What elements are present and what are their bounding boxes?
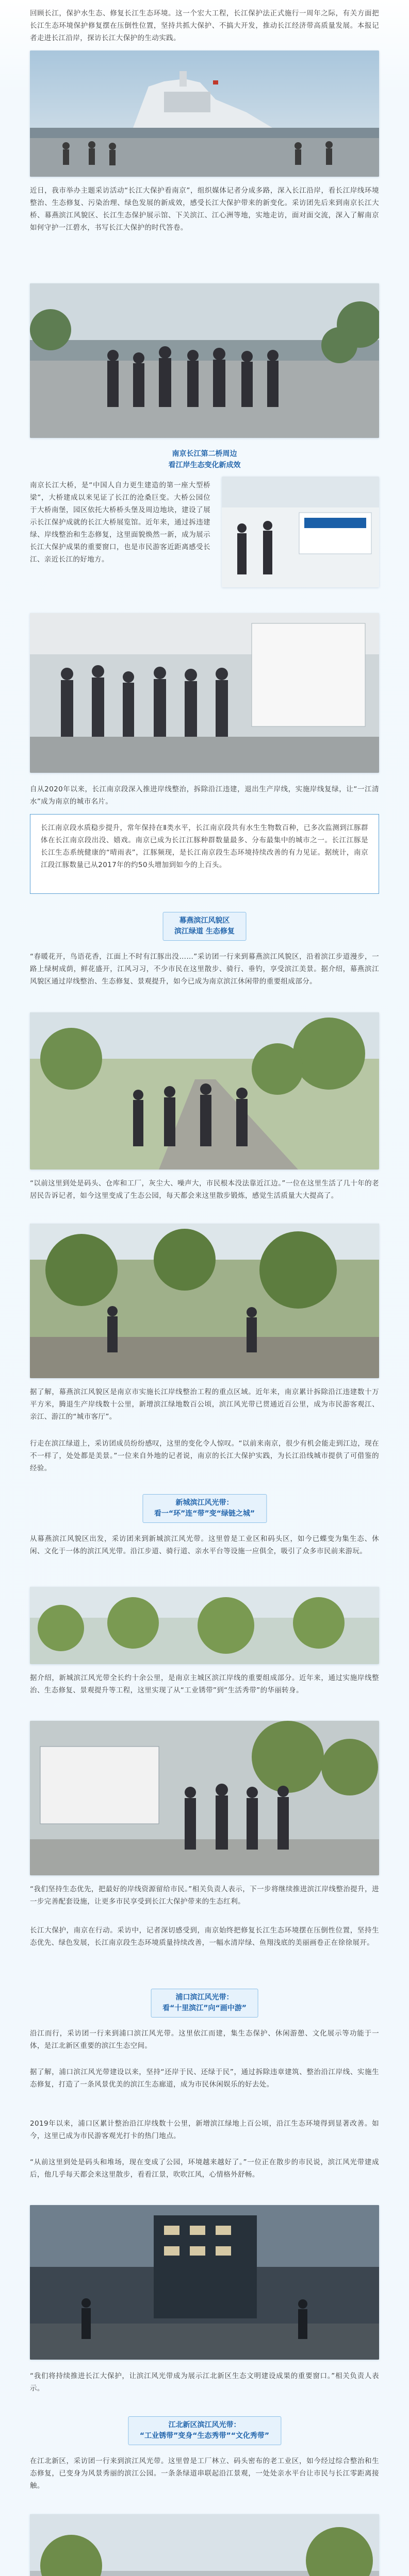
- promenade-image: [30, 2514, 379, 2576]
- section-3-title-line-2: 看一“环”连“带”变“绿链之城”: [154, 1510, 255, 1518]
- green-walkway-image: [30, 1012, 379, 1170]
- ship-river-image: [30, 50, 379, 177]
- section-3-paragraph-3: “我们坚持生态优先，把最好的岸线资源留给市民。”相关负责人表示，下一步将继续推进滨江岸线整治提升，进一步完善配套设施，让更多市民享受到长江大保护带来的生态红利。: [30, 1885, 379, 1906]
- section-5-title-line-1: 江北新区滨江风光带：: [168, 2421, 241, 2429]
- section-2-paragraph-3: 据了解，幕燕滨江风貌区是南京市实施长江岸线整治工程的重点区域。近年来，南京累计拆除沿江违建数十万平方米，腾退生产岸线数十公里，新增滨江绿地数百公顷，滨江风光带已贯通近百公里，成为市民游客观江、亲江、游江的“城市客厅”。: [30, 1388, 379, 1421]
- riverside-building-image: [30, 2205, 379, 2360]
- section-4-paragraph-5: “我们将持续推进长江大保护，让滨江风光带成为展示江北新区生态文明建设成果的重要窗口。”相关负责人表示。: [30, 2372, 379, 2393]
- section-5-heading: [128, 2416, 281, 2445]
- group-walking-image: [30, 283, 379, 438]
- photo-trees-along-river: [30, 1587, 379, 1664]
- intro-paragraph-1: 回顾长江，保护水生态、修复长江生态环境。这一个宏大工程，长江保护法正式施行一周年之际，有关方面把长江生态环境保护修复摆在压倒性位置，坚持共抓大保护、不搞大开发，推动长江经济带高质量发展。本报记者走进长江沿岸，探访长江大保护的生动实践。: [30, 9, 379, 42]
- photo-ship-on-river: [30, 50, 379, 177]
- photo-viewing-exhibits: [30, 613, 379, 773]
- section-2-heading: [162, 912, 247, 941]
- section-2-paragraph-4: 行走在滨江绿道上，采访团成员纷纷感叹，这里的变化令人惊叹。“以前来南京，很少有机会能走到江边，现在不一样了，处处都是美景。”一位来自外地的记者说，南京的长江大保护实践，为长江沿线城市提供了可借鉴的经验。: [30, 1439, 379, 1472]
- section-1-info-frame: [30, 814, 379, 894]
- section-1-info-text: 长江南京段水质稳步提升，常年保持在Ⅱ类水平，长江南京段共有水生生物数百种，已多次监测到江豚群体在长江南京段出没、嬉戏。南京已成为长江江豚种群数量最多、分布最集中的城市之一。长江江豚是长江生态系统健康的“晴雨表”，江豚频现，是长江南京段生态环境持续改善的有力见证。据统计，南京江段江豚数量已从2017年的约50头增加到如今的上百头。: [41, 824, 368, 869]
- intro-paragraph-2: 近日，我市举办主题采访活动“长江大保护看南京”，组织媒体记者分成多路，深入长江沿岸，看长江岸线环境整治、生态修复、污染治理、绿色发展的新成效，感受长江大保护带来的新变化。采访团先后来到南京长江大桥、幕燕滨江风貌区、长江生态保护展示馆、下关滨江、江心洲等地，实地走访，面对面交流，深入了解南京如何守护一江碧水，书写长江大保护的时代答卷。: [30, 187, 379, 232]
- section-3-heading: [142, 1494, 267, 1523]
- section-2-title-line-1: 幕燕滨江风貌区: [179, 917, 230, 925]
- section-3-paragraph-1: 从幕燕滨江风貌区出发，采访团来到新城滨江风光带。这里曾是工业区和码头区，如今已蝶变为集生态、休闲、文化于一体的滨江风光带。沿江步道、骑行道、亲水平台等设施一应俱全，吸引了众多市民前来游玩。: [30, 1535, 379, 1555]
- group-by-panels-image: [30, 1721, 379, 1875]
- photo-group-walking: [30, 283, 379, 438]
- photo-riverside-trees: [30, 1224, 379, 1378]
- photo-promenade: [30, 2514, 379, 2576]
- photo-riverside-building: [30, 2205, 379, 2360]
- section-4-paragraph-1: 沿江而行，采访团一行来到浦口滨江风光带。这里依江而建，集生态保护、休闲游憩、文化展示等功能于一体，是江北新区重要的滨江生态空间。: [30, 2029, 379, 2050]
- section-4-title-line-2: 看“十里滨江”向“画中游”: [162, 2004, 247, 2012]
- photo-exhibition-hall: [222, 477, 379, 587]
- section-3-title-line-1: 新城滨江风光带：: [175, 1499, 234, 1507]
- section-4-title-line-1: 浦口滨江风光带：: [175, 1993, 234, 2002]
- section-1-heading: [0, 448, 409, 471]
- exhibition-hall-image: [222, 477, 379, 587]
- riverside-trees-image: [30, 1224, 379, 1378]
- section-4-heading: [151, 1989, 258, 2018]
- trees-along-river-image: [30, 1587, 379, 1664]
- section-4-paragraph-4: “从前这里到处是码头和堆场，现在变成了公园，环境越来越好了。”一位正在散步的市民说，滨江风光带建成后，他几乎每天都会来这里散步，看看江景，吹吹江风，心情格外舒畅。: [30, 2158, 379, 2179]
- section-1-paragraph-1: 南京长江大桥，是“中国人自力更生建造的第一座大型桥梁”，大桥建成以来见证了长江的沧桑巨变。大桥公园位于大桥南堡，园区依托大桥桥头堡及周边地块，建设了展示长江保护成就的长江大桥展览馆。近年来，通过拆违建绿、岸线整治和生态修复，这里面貌焕然一新，成为展示长江大保护成果的重要窗口，也是市民游客近距离感受长江、亲近长江的好地方。: [30, 481, 210, 564]
- section-2-paragraph-2: “以前这里到处是码头、仓库和工厂，灰尘大、噪声大，市民根本没法靠近江边。”一位在这里生活了几十年的老居民告诉记者，如今这里变成了生态公园，每天都会来这里散步锻炼，感觉生活质量大大提高了。: [30, 1179, 379, 1200]
- section-5-title-line-2: “工业锈带”变身“生态秀带”“文化秀带”: [139, 2432, 270, 2440]
- section-1-paragraph-2: 自从2020年以来，长江南京段深入推进岸线整治，拆除沿江违建，退出生产岸线，实施岸线复绿，让“一江清水”成为南京的城市名片。: [30, 785, 379, 806]
- section-3-paragraph-2: 据介绍，新城滨江风光带全长约十余公里，是南京主城区滨江岸线的重要组成部分。近年来，通过实施岸线整治、生态修复、景观提升等工程，这里实现了从“工业锈带”到“生活秀带”的华丽转身。: [30, 1674, 379, 1694]
- section-2-paragraph-1: “春暖花开，鸟语花香，江面上不时有江豚出没……”采访团一行来到幕燕滨江风貌区，沿着滨江步道漫步，一路上绿树成荫，鲜花盛开，江风习习，不少市民在这里散步、骑行、垂钓，享受滨江美景。据介绍，幕燕滨江风貌区通过岸线整治、生态修复、景观提升，如今已成为南京滨江休闲带的重要组成部分。: [30, 953, 379, 986]
- viewing-exhibits-image: [30, 613, 379, 773]
- section-4-paragraph-2: 据了解，浦口滨江风光带建设以来，坚持“还岸于民、还绿于民”，通过拆除违章建筑、整治沿江岸线、实施生态修复，打造了一条风景优美的滨江生态廊道，成为市民休闲娱乐的好去处。: [30, 2068, 379, 2089]
- photo-group-by-panels: [30, 1721, 379, 1875]
- section-3-paragraph-4: 长江大保护，南京在行动。采访中，记者深切感受到，南京始终把修复长江生态环境摆在压倒性位置，坚持生态优先、绿色发展，长江南京段生态环境质量持续改善，一幅水清岸绿、鱼翔浅底的美丽画卷正在徐徐展开。: [30, 1926, 379, 1947]
- photo-green-walkway: [30, 1012, 379, 1170]
- section-5-paragraph-1: 在江北新区，采访团一行来到滨江风光带。这里曾是工厂林立、码头密布的老工业区，如今经过综合整治和生态修复，已变身为风景秀丽的滨江公园。一条条绿道串联起沿江景观，一处处亲水平台让市民与长江零距离接触。: [30, 2457, 379, 2490]
- section-4-paragraph-3: 2019年以来，浦口区累计整治沿江岸线数十公里，新增滨江绿地上百公顷，沿江生态环境得到显著改善。如今，这里已成为市民游客观光打卡的热门地点。: [30, 2120, 379, 2140]
- section-2-title-line-2: 滨江绿道 生态修复: [174, 927, 235, 936]
- section-1-title-line-1: 南京长江第二桥周边: [172, 450, 237, 458]
- section-1-title-line-2: 看江岸生态变化新成效: [168, 461, 241, 469]
